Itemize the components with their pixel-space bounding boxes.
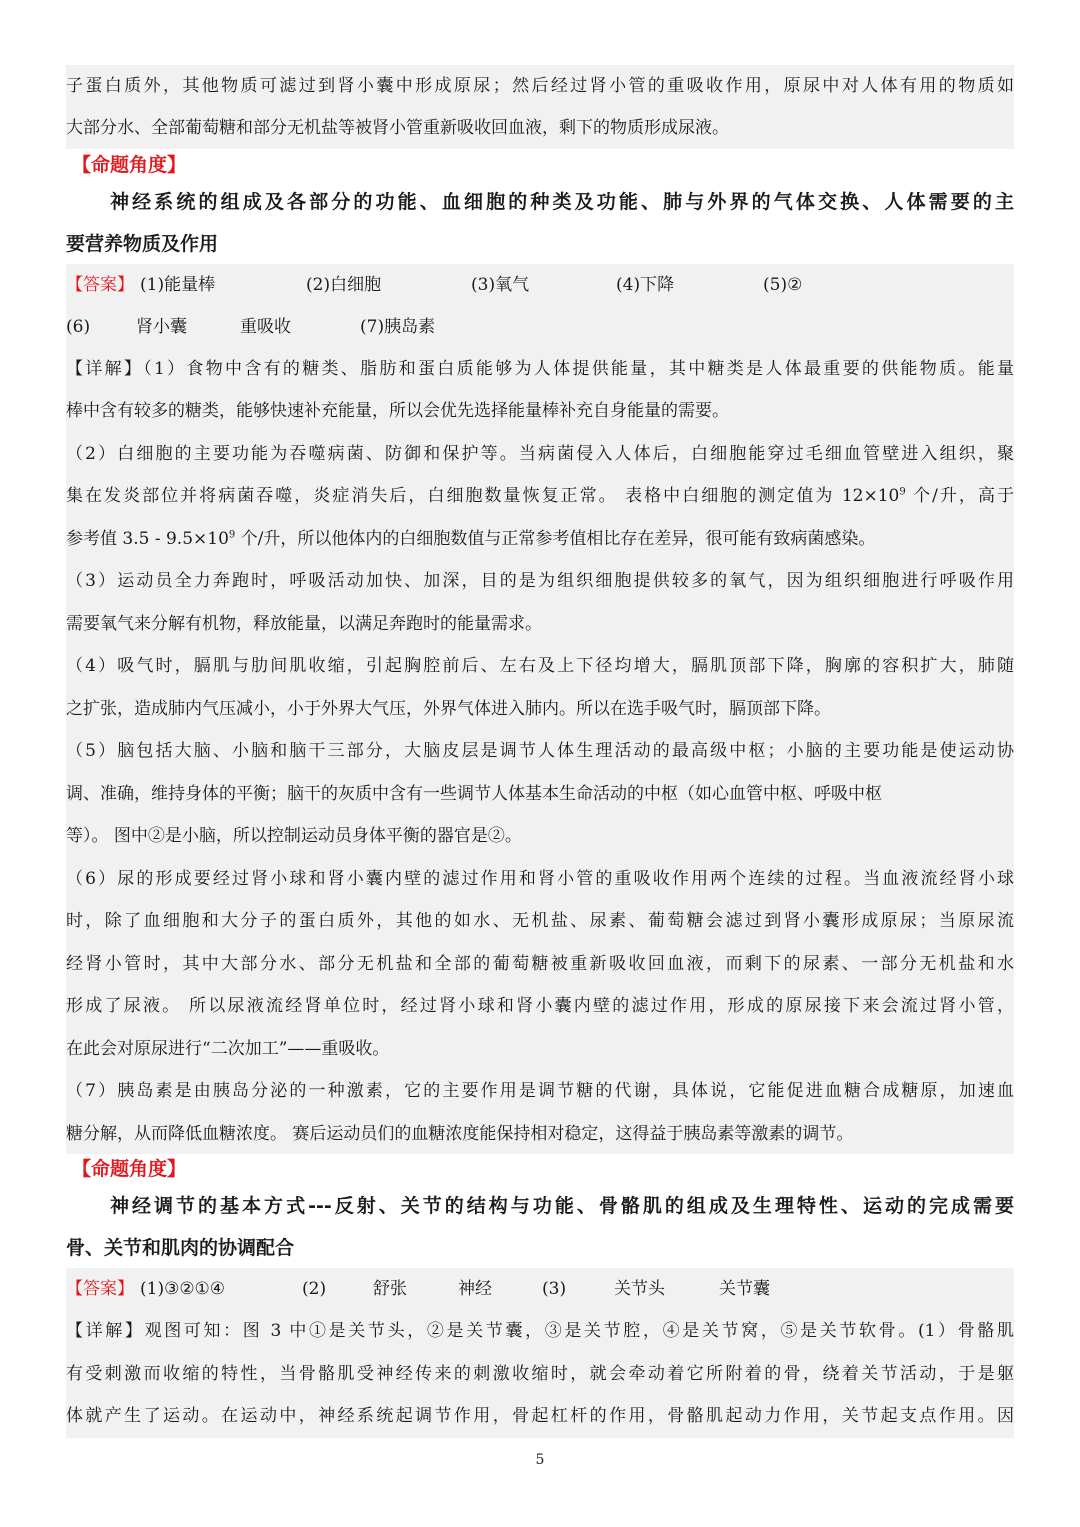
paragraph-line: 大部分水、全部葡萄糖和部分无机盐等被肾小管重新吸收回血液，剩下的物质形成尿液。: [66, 118, 729, 138]
detail-text: 个/升，所以他体内的白细胞数值与正常参考值相比存在差异，很可能有致病菌感染。: [235, 529, 876, 549]
paragraph-line: 子蛋白质外，其他物质可滤过到肾小囊中形成原尿；然后经过肾小管的重吸收作用，原尿中对人体有用的物质如: [66, 76, 1014, 96]
answer-item: 肾小囊: [136, 317, 187, 337]
answer-detail-block: [66, 264, 1014, 1154]
detail-line: [66, 1310, 1014, 1352]
topic-line: [66, 1185, 1014, 1227]
superscript: 9: [228, 529, 236, 541]
topic-text: 神经系统的组成及各部分的功能、血细胞的种类及功能、肺与外界的气体交换、人体需要的主: [110, 191, 1014, 213]
detail-text: 参考值 3.5 - 9.5×10: [66, 529, 229, 549]
answer-item: 舒张: [373, 1279, 407, 1299]
text-block-continuation: [66, 65, 1014, 149]
detail-line: （3）运动员全力奔跑时，呼吸活动加快、加深，目的是为组织细胞提供较多的氧气，因为组织细胞进行呼吸作用: [66, 571, 1014, 591]
answer-item: (2): [302, 1279, 327, 1299]
detail-tag: 【详解】: [66, 359, 144, 379]
detail-line: 体就产生了运动。在运动中，神经系统起调节作用，骨起杠杆的作用，骨骼肌起动力作用，关节起支点作用。因: [66, 1406, 1014, 1426]
detail-line: 等）。 图中②是小脑，所以控制运动员身体平衡的器官是②。: [66, 826, 522, 846]
answer-item: (2)白细胞: [306, 275, 382, 295]
page-number: 5: [535, 1452, 545, 1468]
answer-item: (3): [542, 1279, 567, 1299]
detail-line: 在此会对原尿进行“二次加工”——重吸收。: [66, 1039, 390, 1059]
detail-line: 有受刺激而收缩的特性，当骨骼肌受神经传来的刺激收缩时，就会牵动着它所附着的骨，绕着关节活动，于是躯: [66, 1364, 1014, 1384]
detail-line: （2）白细胞的主要功能为吞噬病菌、防御和保护等。当病菌侵入人体后，白细胞能穿过毛细血管壁进入组织，聚: [66, 444, 1014, 464]
answer-item: 神经: [458, 1279, 492, 1299]
answer-item: 关节囊: [719, 1279, 770, 1299]
detail-text: （1）食物中含有的糖类、脂肪和蛋白质能够为人体提供能量，其中糖类是人体最重要的供能物质。能量: [143, 359, 1014, 379]
answer-item: 关节头: [614, 1279, 665, 1299]
detail-text: 集在发炎部位并将病菌吞噬，炎症消失后，白细胞数量恢复正常。 表格中白细胞的测定值为 12×10: [66, 486, 900, 506]
answer-item: (1)③②①④: [140, 1279, 226, 1299]
answer-item: (4)下降: [616, 275, 675, 295]
topic-line: 骨、关节和肌肉的协调配合: [66, 1237, 295, 1259]
answer-item: 重吸收: [240, 317, 291, 337]
detail-line: 棒中含有较多的糖类，能够快速补充能量，所以会优先选择能量棒补充自身能量的需要。: [66, 401, 729, 421]
section-heading: 【命题角度】: [72, 1158, 187, 1180]
section-heading: 【命题角度】: [72, 154, 187, 176]
answer-item: (7)胰岛素: [360, 317, 436, 337]
detail-line: 调、准确，维持身体的平衡；脑干的灰质中含有一些调节人体基本生命活动的中枢（如心血管中枢、呼吸中枢: [66, 784, 882, 804]
detail-line: [66, 475, 1014, 517]
answer-item: (1)能量棒: [140, 275, 216, 295]
detail-line: （7）胰岛素是由胰岛分泌的一种激素，它的主要作用是调节糖的代谢，具体说，它能促进血糖合成糖原，加速血: [66, 1081, 1014, 1101]
topic-line: [66, 181, 1014, 223]
answer-tag: 【答案】: [66, 1279, 134, 1299]
detail-text: 个/升，高于: [905, 486, 1014, 506]
detail-line: 需要氧气来分解有机物，释放能量，以满足奔跑时的能量需求。: [66, 614, 542, 634]
detail-line: [66, 518, 875, 560]
answer-tag: 【答案】: [66, 275, 134, 295]
answer-item: (3)氧气: [471, 275, 530, 295]
detail-line: 之扩张，造成肺内气压减小，小于外界大气压，外界气体进入肺内。所以在选手吸气时，膈顶部下降。: [66, 699, 831, 719]
detail-line: 糖分解，从而降低血糖浓度。 赛后运动员们的血糖浓度能保持相对稳定，这得益于胰岛素等激素的调节。: [66, 1124, 854, 1144]
topic-text: 神经调节的基本方式---反射、关节的结构与功能、骨骼肌的组成及生理特性、运动的完成需要: [110, 1195, 1014, 1217]
detail-line: 时，除了血细胞和大分子的蛋白质外，其他的如水、无机盐、尿素、葡萄糖会滤过到肾小囊形成原尿；当原尿流: [66, 911, 1014, 931]
answer-item: (6): [66, 317, 91, 337]
detail-line: 形成了尿液。 所以尿液流经肾单位时，经过肾小球和肾小囊内壁的滤过作用，形成的原尿接下来会流过肾小管，: [66, 996, 1014, 1016]
detail-line: （5）脑包括大脑、小脑和脑干三部分，大脑皮层是调节人体生理活动的最高级中枢；小脑的主要功能是使运动协: [66, 741, 1014, 761]
answer-detail-block: [66, 1268, 1014, 1438]
topic-line: 要营养物质及作用: [66, 233, 219, 255]
detail-text: 观图可知：图 3 中①是关节头，②是关节囊，③是关节腔，④是关节窝，⑤是关节软骨。(1）骨骼肌: [144, 1321, 1014, 1341]
detail-line: （6）尿的形成要经过肾小球和肾小囊内壁的滤过作用和肾小管的重吸收作用两个连续的过程。当血液流经肾小球: [66, 869, 1014, 889]
detail-tag: 【详解】: [66, 1321, 145, 1341]
superscript: 9: [899, 486, 906, 498]
detail-line: [66, 348, 1014, 390]
detail-line: 经肾小管时，其中大部分水、部分无机盐和全部的葡萄糖被重新吸收回血液，而剩下的尿素、一部分无机盐和水: [66, 954, 1014, 974]
answer-item: (5)②: [763, 275, 803, 295]
detail-line: （4）吸气时，膈肌与肋间肌收缩，引起胸腔前后、左右及上下径均增大，膈肌顶部下降，胸廓的容积扩大，肺随: [66, 656, 1014, 676]
